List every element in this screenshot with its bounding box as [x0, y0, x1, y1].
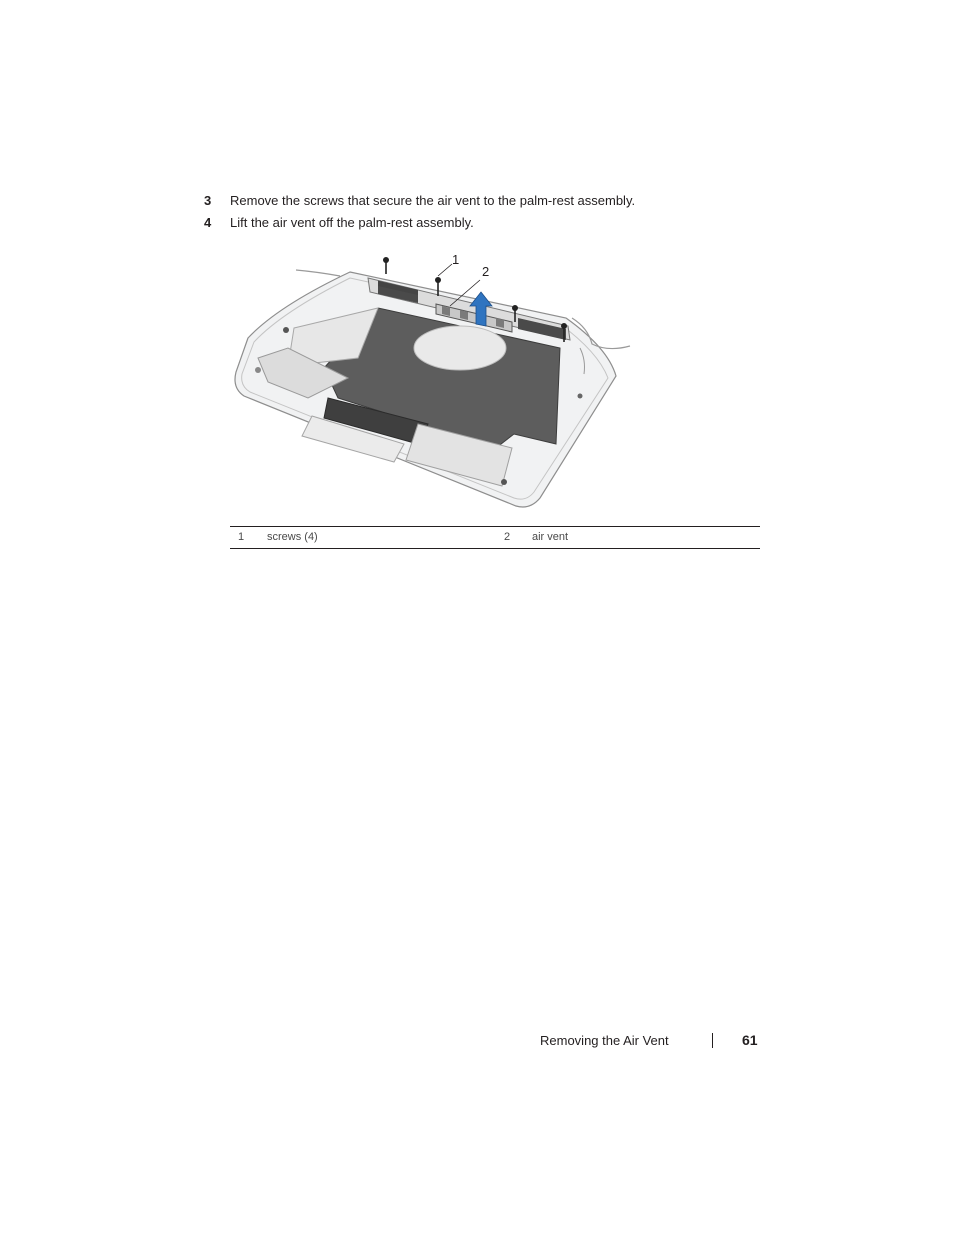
callout-2: 2: [482, 264, 490, 279]
palm-rest-assembly-figure: [228, 248, 648, 513]
legend-label: screws (4): [267, 531, 318, 543]
callout-legend-table: [230, 526, 760, 549]
palm-rest-illustration: [228, 248, 648, 513]
legend-number: 2: [504, 531, 511, 543]
step-number: 4: [204, 215, 212, 230]
step-text: Lift the air vent off the palm-rest assembly.: [230, 215, 474, 230]
legend-label: air vent: [532, 531, 569, 543]
step-text: Remove the screws that secure the air vent to the palm-rest assembly.: [230, 193, 636, 208]
legend-number: 1: [238, 531, 245, 543]
step-4: [204, 214, 474, 232]
step-number: 3: [204, 193, 212, 208]
callout-1: 1: [452, 252, 460, 267]
screw-icon: [383, 257, 389, 274]
step-3: [204, 192, 635, 210]
footer-section-title: Removing the Air Vent: [540, 1033, 669, 1048]
page-number: 61: [742, 1032, 758, 1048]
footer-divider: [712, 1033, 713, 1048]
